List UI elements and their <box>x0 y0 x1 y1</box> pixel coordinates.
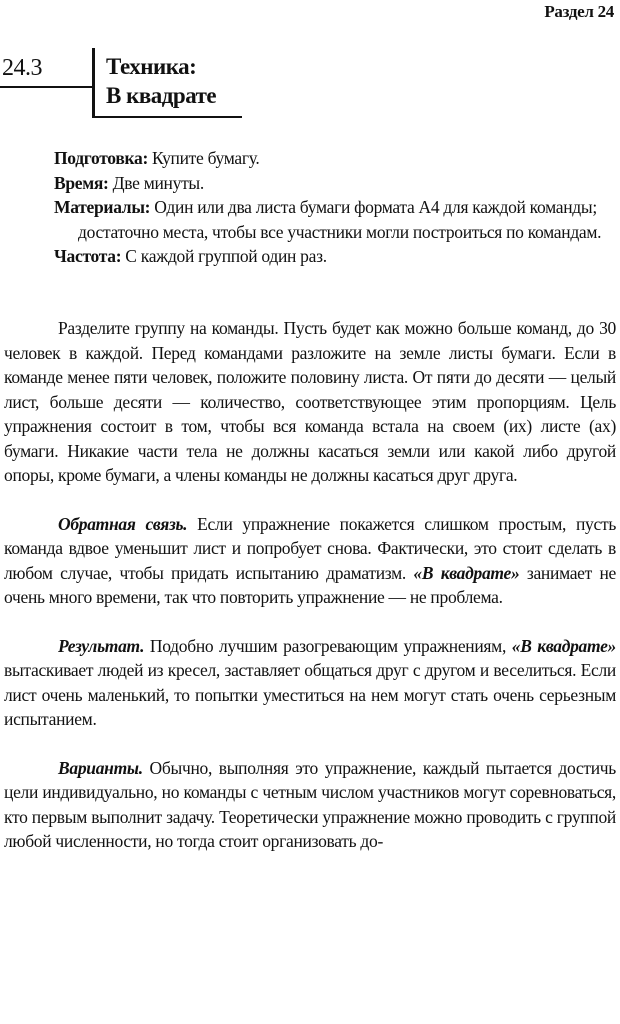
meta-materials <box>54 195 610 244</box>
paragraph-lead: Варианты. <box>58 757 143 778</box>
paragraph-variants <box>4 756 616 854</box>
paragraph-intro: Разделите группу на команды. Пусть будет как можно больше команд, до 30 человек в каждой. Перед командами разложите на земле листы бумаги. Если в команде менее пяти человек, положите половину листа. От пяти до десяти — целый лист, больше десяти — количество, соответствующее этим пропорциям. Цель упражнения состоит в том, чтобы вся команда встала на своем (их) листе (ах) бумаги. Никакие части тела не должны касаться земли или какой либо другой опоры, кроме бумаги, а члены команды не должны касаться друг друга. <box>4 318 616 485</box>
section-title-line-2: В квадрате <box>106 83 217 108</box>
meta-label: Частота: <box>54 246 122 266</box>
section-number-underline <box>0 86 92 88</box>
section-number: 24.3 <box>2 55 42 81</box>
section-title-line-1: Техника: <box>106 54 197 79</box>
meta-value: С каждой группой один раз. <box>121 246 327 266</box>
paragraph-text: занимает не очень много времени, так что повторить упражнение — не проблема. <box>4 562 616 607</box>
meta-frequency <box>54 244 610 269</box>
section-divider-rule <box>92 48 95 116</box>
paragraph-text: вытаскивает людей из кресел, заставляет общаться друг с другом и веселиться. Если лист очень маленький, то попытки уместиться на нем могут стать очень серьезным испытанием. <box>4 660 616 729</box>
exercise-meta <box>54 146 610 269</box>
paragraph-result <box>4 634 616 732</box>
section-title-underline <box>92 116 242 118</box>
running-header: Раздел 24 <box>544 2 614 21</box>
paragraph-lead: Обратная связь. <box>58 513 188 534</box>
meta-preparation <box>54 146 610 171</box>
exercise-name-quote: «В квадрате» <box>511 635 616 656</box>
section-title <box>106 52 216 110</box>
section-heading <box>0 44 260 120</box>
paragraph-text: Если упражнение покажется слишком простым, пусть команда вдвое уменьшит лист и попробует снова. Фактически, это стоит сделать в любом случае, чтобы придать испытанию драматизм. <box>4 513 616 583</box>
paragraph-text: Обычно, выполняя это упражнение, каждый пытается достичь цели индивидуально, но команды с четным числом участников могут соревноваться, кто первым выполнит задачу. Теоретически упражнение можно проводить с группой любой численности, но тогда стоит организовать до- <box>4 757 616 851</box>
body-text <box>4 316 616 854</box>
paragraph-feedback <box>4 512 616 610</box>
paragraph-text: Подобно лучшим разогревающим упражнениям, <box>144 635 512 656</box>
meta-value: Купите бумагу. <box>147 148 260 168</box>
meta-label: Время: <box>54 172 109 193</box>
meta-label: Подготовка: <box>54 148 148 168</box>
meta-time <box>54 171 610 196</box>
paragraph-lead: Результат. <box>58 635 145 656</box>
meta-label: Материалы: <box>54 197 151 217</box>
meta-value: Один или два листа бумаги формата А4 для каждой команды; достаточно места, чтобы все участники могли построиться по командам. <box>78 197 602 242</box>
meta-value: Две минуты. <box>108 172 204 193</box>
exercise-name-quote: «В квадрате» <box>413 562 520 583</box>
